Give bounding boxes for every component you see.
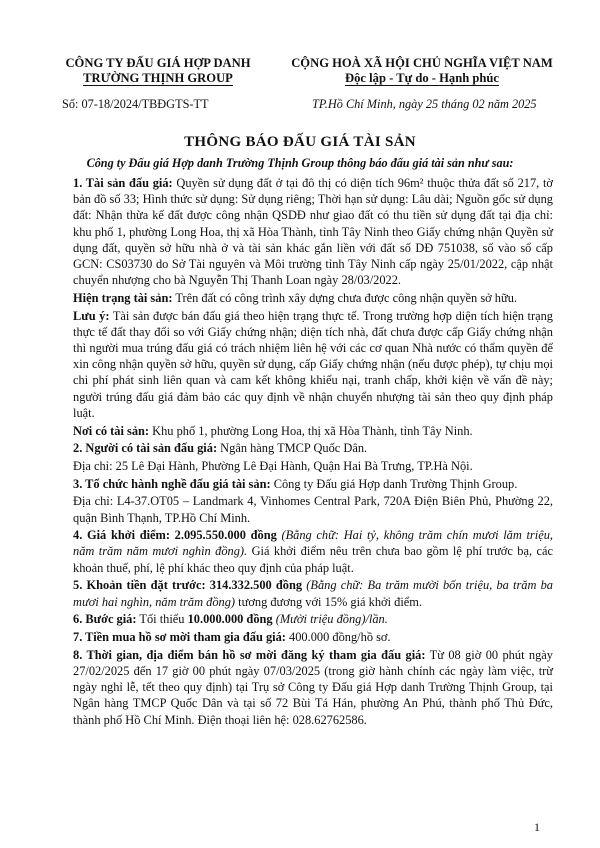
section-1-label: 1. Tài sản đấu giá: <box>73 176 173 190</box>
section-8-label: 8. Thời gian, địa điểm bán hồ sơ mời đăng ký tham gia đấu giá: <box>73 647 426 662</box>
section-7-label: 7. Tiền mua hồ sơ mời tham gia đấu giá: <box>73 629 286 644</box>
section-4 <box>73 527 553 576</box>
section-1 <box>73 175 553 288</box>
asset-status-text: Trên đất có công trình xây dựng chưa được công nhận quyền sở hữu. <box>172 290 517 305</box>
nation-name: CỘNG HOÀ XÃ HỘI CHỦ NGHĨA VIỆT NAM <box>291 56 553 70</box>
national-header <box>277 56 567 86</box>
note-text: Tài sản được bán đấu giá theo hiện trạng thực tế. Trong trường hợp diện tích hiện trạng thực tế đất thay đổi so với Giấy chứng nhận; diện tích nhà, đất chưa được cấp Giấy chứng nhận thì người mua trúng đấu giá có trách nhiệm liên hệ với các cơ quan Nhà nước có thẩm quyền để xin công nhận quyền sở hữu, quyền sử dụng, cấp Giấy chứng nhận (nếu được phép), tự chịu mọi chi phí phát sinh liên quan và cam kết không khiếu nại, tranh chấp, khởi kiện về vấn đề này; người trúng đấu giá đảm bảo các quy định về nhận chuyển nhượng tài sản theo quy định pháp luật. <box>73 308 553 420</box>
section-3 <box>73 476 553 492</box>
section-3-address: Địa chỉ: L4-37.OT05 – Landmark 4, Vinhomes Central Park, 720A Điện Biên Phủ, Phường 22, quận Bình Thạnh, TP.Hồ Chí Minh. <box>73 494 553 525</box>
section-2-text: Ngân hàng TMCP Quốc Dân. <box>217 441 368 456</box>
document-date: TP.Hồ Chí Minh, ngày 25 tháng 02 năm 2025 <box>312 97 537 111</box>
company-name-line1: CÔNG TY ĐẤU GIÁ HỢP DANH <box>65 56 251 70</box>
company-name-line2: TRƯỜNG THỊNH GROUP <box>83 71 233 85</box>
section-5-text: tương đương với 15% giá khởi điểm. <box>235 594 422 609</box>
note-label: Lưu ý: <box>73 308 110 323</box>
section-1-text: Quyền sử dụng đất ở tại đô thị có diện tích 96m² thuộc thửa đất số 217, tờ bản đồ số 33; Hình thức sử dụng: Sử dụng riêng; Thời hạn sử dụng: Lâu dài; Nguồn gốc sử dụng đất: Nhận thừa kế đất được công nhận QSDĐ như giao đất có thu tiền sử dụng đất tại địa chỉ: khu phố 1, phường Long Hoa, thị xã Hòa Thành, tỉnh Tây Ninh theo Giấy chứng nhận Quyền sử dụng đất, quyền sở hữu nhà ở và tài sản khác gắn liền với đất số DĐ 751038, số vào sổ cấp GCN: CS03730 do Sở Tài nguyên và Môi trường tỉnh Tây Ninh cấp ngày 25/01/2022, cập nhật chuyển nhượng cho bà Nguyễn Thị Thanh Loan ngày 28/03/2022. <box>73 176 553 288</box>
section-4-words: (Bằng chữ: Hai tỷ, không trăm chín mươi lăm triệu, năm trăm năm mươi nghìn đồng). <box>73 528 553 559</box>
section-8 <box>73 647 553 728</box>
section-4-label: 4. Giá khởi điểm: 2.095.550.000 đồng <box>73 528 277 543</box>
section-6-words: (Mười triệu đồng)/lần. <box>272 612 388 627</box>
section-6-label: 6. Bước giá: <box>73 612 137 627</box>
section-6 <box>73 611 553 627</box>
document-title: THÔNG BÁO ĐẤU GIÁ TÀI SẢN <box>184 134 416 150</box>
section-5-words: (Bằng chữ: Ba trăm mười bốn triệu, ba trăm ba mươi hai nghìn, năm trăm đồng) <box>73 578 554 609</box>
company-header <box>58 56 258 86</box>
asset-status <box>73 290 553 306</box>
section-6-value: 10.000.000 đồng <box>187 612 273 627</box>
section-7-text: 400.000 đồng/hồ sơ. <box>285 629 391 644</box>
section-2-address: Địa chỉ: 25 Lê Đại Hành, Phường Lê Đại Hành, Quận Hai Bà Trưng, TP.Hà Nội. <box>73 458 473 473</box>
section-6-pre: Tối thiểu <box>136 612 188 627</box>
document-number: Số: 07-18/2024/TBĐGTS-TT <box>62 97 209 111</box>
section-7 <box>73 629 553 645</box>
section-5 <box>73 577 553 609</box>
asset-status-label: Hiện trạng tài sản: <box>73 290 173 305</box>
asset-location-label: Nơi có tài sản: <box>73 423 150 438</box>
section-2-label: 2. Người có tài sản đấu giá: <box>73 441 218 456</box>
document-subtitle: Công ty Đấu giá Hợp danh Trường Thịnh Group thông báo đấu giá tài sản như sau: <box>86 156 514 170</box>
section-3-label: 3. Tổ chức hành nghề đấu giá tài sản: <box>73 476 271 491</box>
section-5-label: 5. Khoản tiền đặt trước: 314.332.500 đồng <box>73 578 303 593</box>
document-body <box>73 175 553 729</box>
motto: Độc lập - Tự do - Hạnh phúc <box>345 71 499 85</box>
section-8-text: Từ 08 giờ 00 phút ngày 27/02/2025 đến 17 giờ 00 phút ngày 07/03/2025 (trong giờ hành chính các ngày làm việc, trừ ngày nghỉ lễ, tết theo quy định) tại Trụ sở Công ty Đấu giá Hợp danh Trường Thịnh Group, tại Ngân hàng TMCP Quốc Dân và tại số 72 Bùi Tá Hán, phường An Phú, thành phố Thủ Đức, thành phố Hồ Chí Minh. Điện thoại liên hệ: 028.62762586. <box>73 647 553 727</box>
note <box>73 308 553 421</box>
asset-location <box>73 423 553 439</box>
section-3-text: Công ty Đấu giá Hợp danh Trường Thịnh Group. <box>270 476 518 491</box>
asset-location-text: Khu phố 1, phường Long Hoa, thị xã Hòa Thành, tỉnh Tây Ninh. <box>149 423 473 438</box>
page-number: 1 <box>534 820 540 834</box>
section-4-text: Giá khởi điểm nêu trên chưa bao gồm lệ phí trước bạ, các khoản thuế, phí, lệ phí khác theo quy định của pháp luật. <box>73 544 553 575</box>
section-2 <box>73 440 553 456</box>
